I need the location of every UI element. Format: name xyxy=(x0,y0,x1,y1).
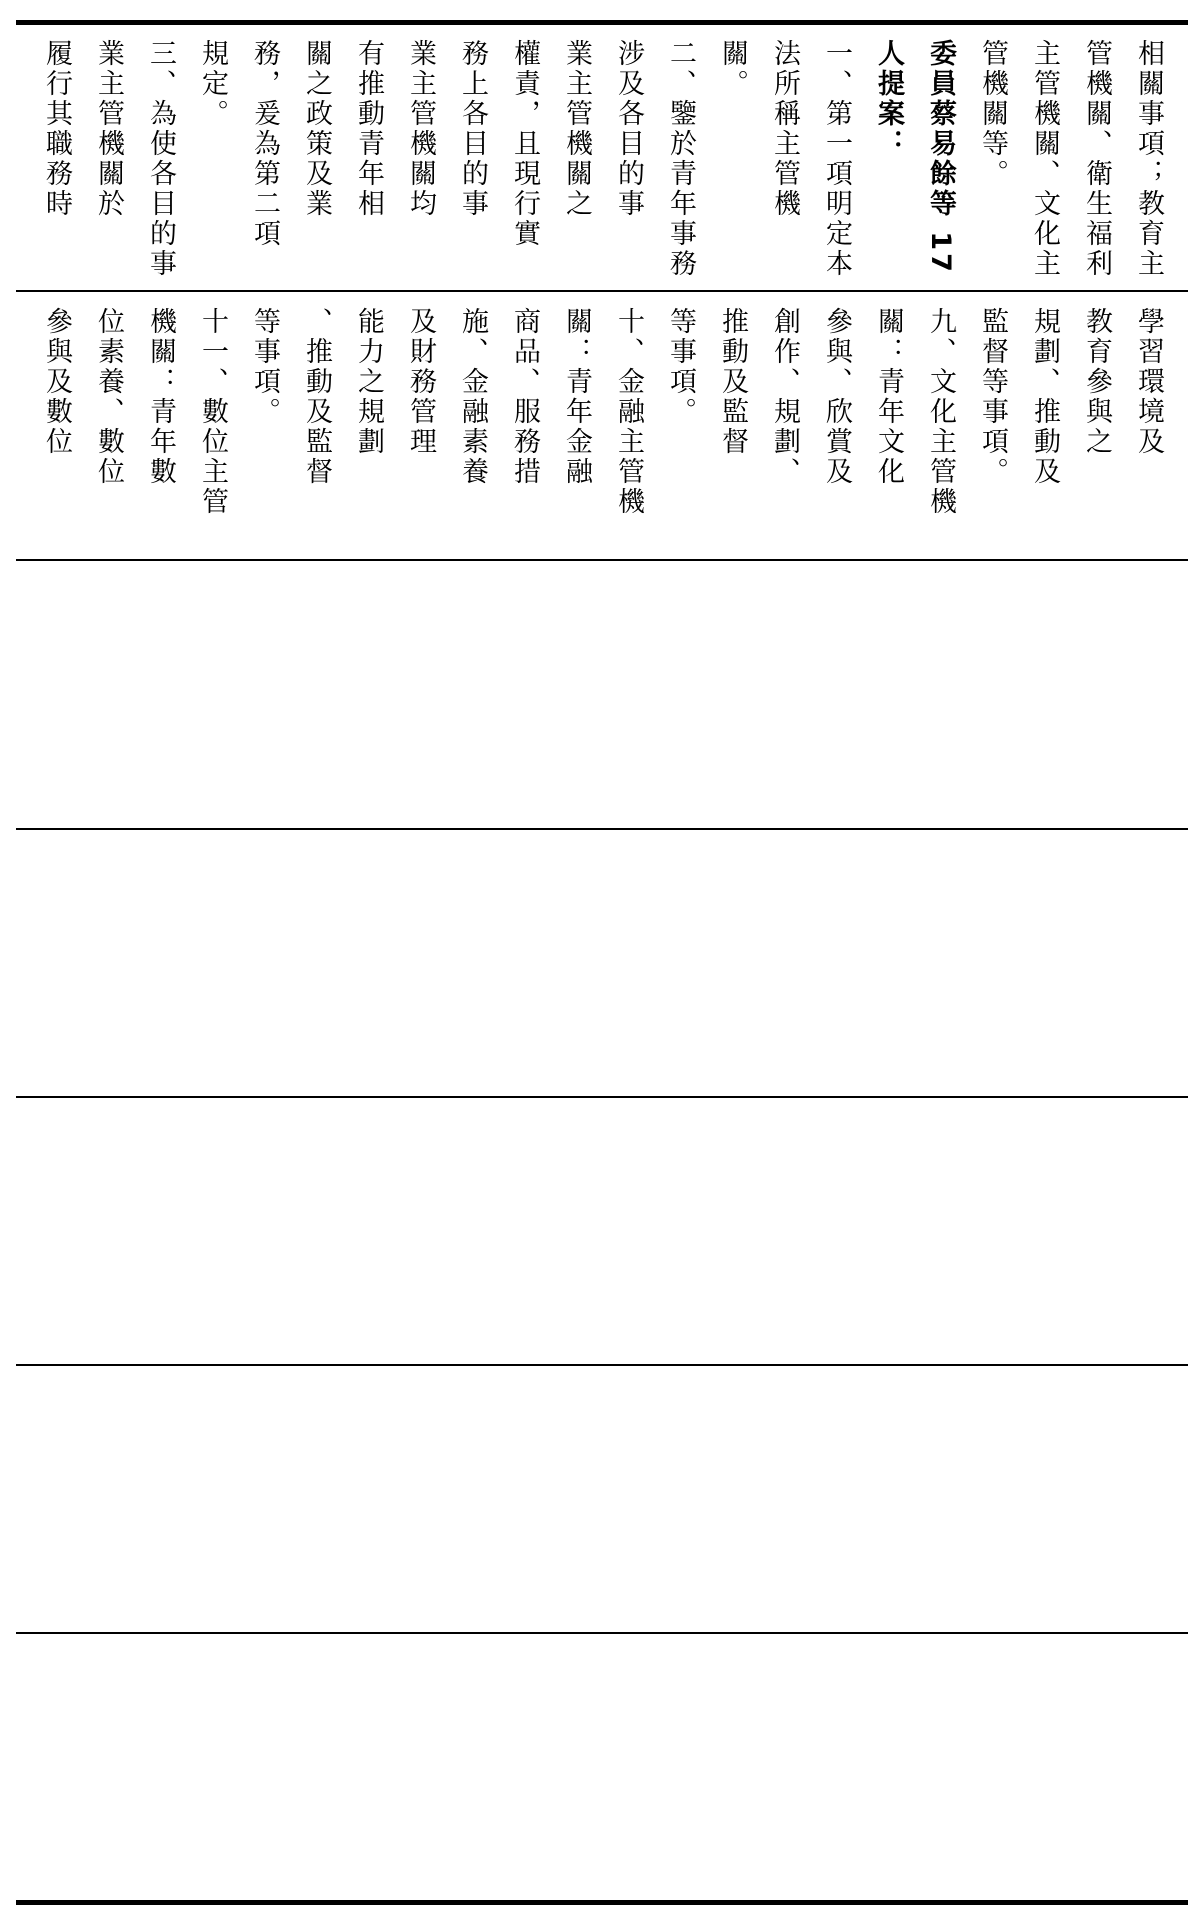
text-line: 管機關等。 xyxy=(977,39,1008,189)
text-line: 商品、服務措 xyxy=(509,307,540,487)
row-divider-1 xyxy=(16,290,1188,292)
text-line: 關之政策及業 xyxy=(301,39,332,219)
text-line: 相關事項；教育主 xyxy=(1133,39,1164,279)
text-line: 九、文化主管機 xyxy=(925,307,956,517)
text-line: 主管機關、文化主 xyxy=(1029,39,1060,279)
text-line: 及財務管理 xyxy=(405,307,436,457)
text-line: 法所稱主管機 xyxy=(769,39,800,219)
text-line: 業主管機關均 xyxy=(405,39,436,219)
text-line: 業主管機關於 xyxy=(93,39,124,219)
text-line: 權責，且現行實 xyxy=(509,39,540,249)
text-line: 推動及監督 xyxy=(717,307,748,457)
text-line: 十、金融主管機 xyxy=(613,307,644,517)
text-line: 管機關、衛生福利 xyxy=(1081,39,1112,279)
text-line: 機關：青年數 xyxy=(145,307,176,487)
top-rule xyxy=(16,20,1188,25)
text-line: 監督等事項。 xyxy=(977,307,1008,487)
text-line: 業主管機關之 xyxy=(561,39,592,219)
row-divider-4 xyxy=(16,1096,1188,1098)
text-line: 涉及各目的事 xyxy=(613,39,644,219)
text-line: 履行其職務時 xyxy=(41,39,72,219)
text-line: 有推動青年相 xyxy=(353,39,384,219)
table-row-articles xyxy=(16,295,1188,558)
text-line: 關。 xyxy=(717,39,748,99)
bottom-rule xyxy=(16,1900,1188,1905)
text-line: 等事項。 xyxy=(249,307,280,427)
text-line: 參與及數位 xyxy=(41,307,72,457)
text-line: 能力之規劃 xyxy=(353,307,384,457)
explanation-column xyxy=(30,27,1174,290)
text-line: 位素養、數位 xyxy=(93,307,124,487)
text-line: 參與、欣賞及 xyxy=(821,307,852,487)
text-line: 、推動及監督 xyxy=(301,307,332,487)
text-line: 關：青年文化 xyxy=(873,307,904,487)
text-line: 十一、數位主管 xyxy=(197,307,228,517)
row-divider-2 xyxy=(16,559,1188,561)
text-line: 二、鑒於青年事務 xyxy=(665,39,696,279)
text-line: 一、第一項明定本 xyxy=(821,39,852,279)
text-line: 規定。 xyxy=(197,39,228,129)
text-line: 務，爰為第二項 xyxy=(249,39,280,249)
text-line: 務上各目的事 xyxy=(457,39,488,219)
proposer-heading: 委員蔡易餘等 17 xyxy=(925,39,956,275)
text-line: 三、為使各目的事 xyxy=(145,39,176,279)
text-line: 施、金融素養 xyxy=(457,307,488,487)
row-divider-3 xyxy=(16,828,1188,830)
text-line: 規劃、推動及 xyxy=(1029,307,1060,487)
text-line: 等事項。 xyxy=(665,307,696,427)
text-line: 關：青年金融 xyxy=(561,307,592,487)
text-line: 創作、規劃、 xyxy=(769,307,800,487)
row-divider-5 xyxy=(16,1364,1188,1366)
document-page xyxy=(16,0,1188,1917)
text-line: 教育參與之 xyxy=(1081,307,1112,457)
proposer-heading: 人提案： xyxy=(873,39,904,159)
article-column xyxy=(30,295,1174,558)
table-row-explanation xyxy=(16,27,1188,290)
text-line: 學習環境及 xyxy=(1133,307,1164,457)
row-divider-6 xyxy=(16,1632,1188,1634)
